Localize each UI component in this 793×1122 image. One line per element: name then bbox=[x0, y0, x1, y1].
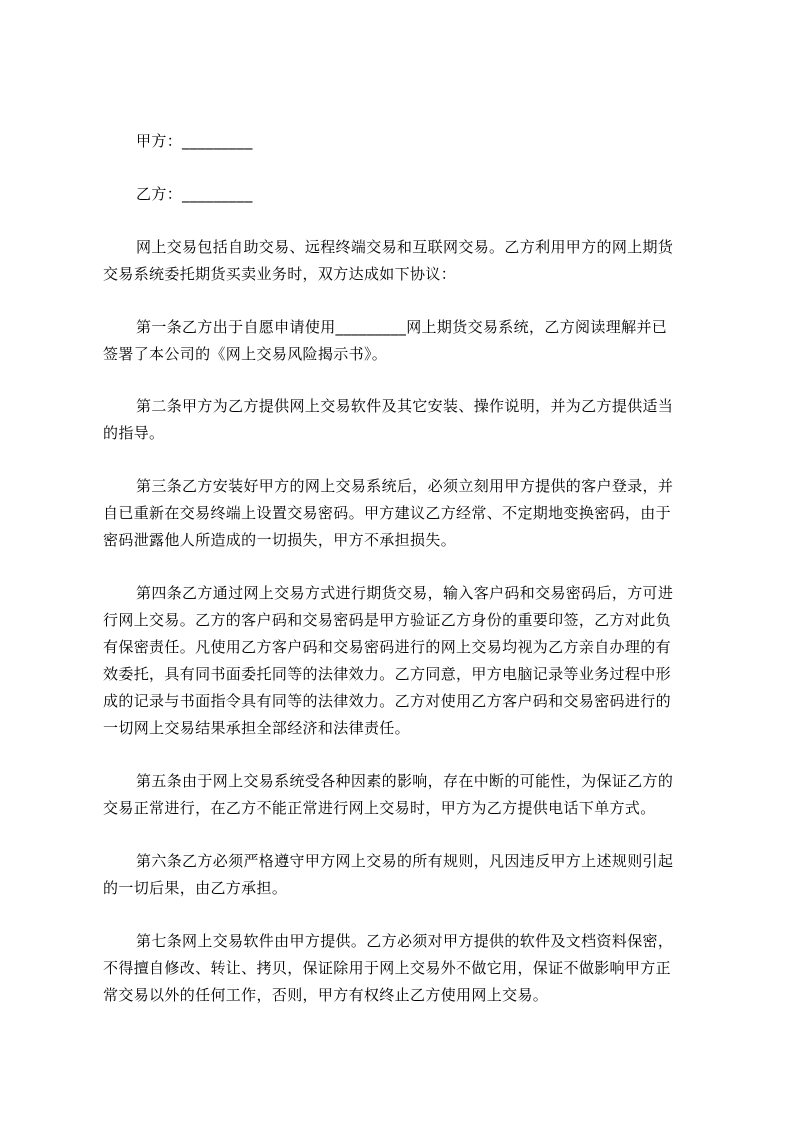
paragraph-line: 网上交易包括自助交易、远程终端交易和互联网交易。乙方利用甲方的网上期货 bbox=[136, 238, 674, 256]
paragraph-line: 成的记录与书面指令具有同等的法律效力。乙方对使用乙方客户码和交易密码进行的 bbox=[103, 692, 671, 710]
paragraph-line: 第二条甲方为乙方提供网上交易软件及其它安装、操作说明，并为乙方提供适当 bbox=[136, 397, 674, 415]
paragraph-line: 一切网上交易结果承担全部经济和法律责任。 bbox=[103, 719, 411, 737]
paragraph-line: 签署了本公司的《网上交易风险揭示书》。 bbox=[103, 345, 388, 363]
paragraph-line: 第五条由于网上交易系统受各种因素的影响，存在中断的可能性，为保证乙方的 bbox=[136, 772, 674, 790]
paragraph-line: 第四条乙方通过网上交易方式进行期货交易，输入客户码和交易密码后，方可进 bbox=[136, 584, 674, 602]
paragraph-line: 第七条网上交易软件由甲方提供。乙方必须对甲方提供的软件及文档资料保密， bbox=[136, 932, 674, 950]
paragraph-line: 第一条乙方出于自愿申请使用_________网上期货交易系统，乙方阅读理解并已 bbox=[136, 318, 668, 336]
paragraph-line: 第六条乙方必须严格遵守甲方网上交易的所有规则，凡因违反甲方上述规则引起 bbox=[136, 852, 674, 870]
party-b-line: 乙方：_________ bbox=[136, 185, 253, 203]
paragraph-line: 密码泄露他人所造成的一切损失，甲方不承担损失。 bbox=[103, 531, 457, 549]
paragraph-line: 不得擅自修改、转让、拷贝，保证除用于网上交易外不做它用，保证不做影响甲方正 bbox=[103, 959, 671, 977]
paragraph-line: 交易正常进行，在乙方不能正常进行网上交易时，甲方为乙方提供电话下单方式。 bbox=[103, 799, 656, 817]
paragraph-line: 自已重新在交易终端上设置交易密码。甲方建议乙方经常、不定期地变换密码，由于 bbox=[103, 504, 671, 522]
paragraph-line: 交易系统委托期货买卖业务时，双方达成如下协议： bbox=[103, 265, 457, 283]
paragraph-line: 效委托，具有同书面委托同等的法律效力。乙方同意，甲方电脑记录等业务过程中形 bbox=[103, 665, 671, 683]
paragraph-line: 的指导。 bbox=[103, 424, 165, 442]
paragraph-line: 的一切后果，由乙方承担。 bbox=[103, 879, 288, 897]
party-a-line: 甲方：_________ bbox=[136, 132, 253, 150]
paragraph-line: 常交易以外的任何工作，否则，甲方有权终止乙方使用网上交易。 bbox=[103, 986, 549, 1004]
paragraph-line: 有保密责任。凡使用乙方客户码和交易密码进行的网上交易均视为乙方亲自办理的有 bbox=[103, 638, 671, 656]
paragraph-line: 行网上交易。乙方的客户码和交易密码是甲方验证乙方身份的重要印签，乙方对此负 bbox=[103, 611, 671, 629]
paragraph-line: 第三条乙方安装好甲方的网上交易系统后，必须立刻用甲方提供的客户登录，并 bbox=[136, 477, 674, 495]
